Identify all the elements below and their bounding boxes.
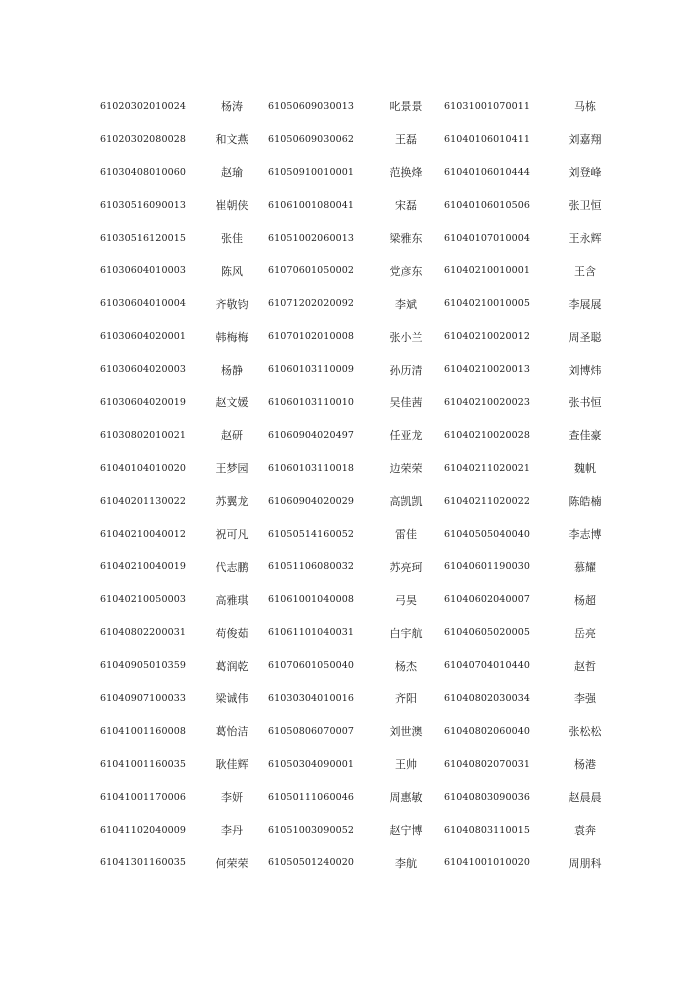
id-number-1: 61040907100033 xyxy=(100,692,187,704)
table-row xyxy=(100,222,620,255)
name-2: 高凯凯 xyxy=(389,495,423,509)
name-3: 周圣聪 xyxy=(568,330,602,344)
table-row xyxy=(100,715,620,748)
id-number-1: 61030604010003 xyxy=(100,265,187,277)
id-number-1: 61020302010024 xyxy=(100,100,187,112)
name-1: 齐敬钧 xyxy=(215,297,249,311)
id-number-2: 61061001040008 xyxy=(268,594,355,606)
name-1: 杨静 xyxy=(221,363,243,377)
id-number-3: 61040602040007 xyxy=(444,594,531,606)
id-number-3: 61040211020022 xyxy=(444,495,531,507)
name-2: 宋磊 xyxy=(395,199,417,213)
id-number-3: 61031001070011 xyxy=(444,100,531,112)
id-number-1: 61040210040012 xyxy=(100,528,187,540)
name-3: 袁奔 xyxy=(574,824,596,838)
id-number-2: 61061001080041 xyxy=(268,199,355,211)
id-number-1: 61030408010060 xyxy=(100,166,187,178)
id-number-3: 61040106010506 xyxy=(444,199,531,211)
id-number-3: 61040210020023 xyxy=(444,396,531,408)
id-number-2: 61060103110009 xyxy=(268,364,355,376)
id-number-1: 61030604020019 xyxy=(100,396,187,408)
name-3: 赵哲 xyxy=(574,659,596,673)
name-1: 苏翼龙 xyxy=(215,495,249,509)
id-number-3: 61040211020021 xyxy=(444,462,531,474)
name-3: 李展展 xyxy=(568,297,602,311)
name-1: 何荣荣 xyxy=(215,856,249,870)
id-number-3: 61040802060040 xyxy=(444,725,531,737)
name-3: 张书恒 xyxy=(568,396,602,410)
table-row xyxy=(100,616,620,649)
id-number-1: 61041102040009 xyxy=(100,824,187,836)
name-1: 杨涛 xyxy=(221,100,243,114)
name-1: 祝可凡 xyxy=(215,528,249,542)
name-3: 马栋 xyxy=(574,100,596,114)
name-3: 张松松 xyxy=(568,725,602,739)
id-number-3: 61040210010005 xyxy=(444,298,531,310)
id-number-2: 61050806070007 xyxy=(268,725,355,737)
id-number-2: 61051002060013 xyxy=(268,232,355,244)
id-number-2: 61070102010008 xyxy=(268,331,355,343)
name-1: 陈风 xyxy=(221,264,243,278)
name-3: 王永辉 xyxy=(568,232,602,245)
name-1: 梁诚伟 xyxy=(215,692,249,706)
id-number-2: 61071202020092 xyxy=(268,298,355,310)
name-3: 陈皓楠 xyxy=(568,495,602,509)
name-1: 李丹 xyxy=(221,824,243,838)
name-2: 王帅 xyxy=(395,758,417,772)
id-number-1: 61041001160008 xyxy=(100,725,187,737)
id-number-1: 61030516120015 xyxy=(100,232,187,244)
id-number-2: 61051003090052 xyxy=(268,824,355,836)
id-number-1: 61030604010004 xyxy=(100,298,187,310)
name-2: 李斌 xyxy=(395,297,417,311)
name-3: 王含 xyxy=(574,264,596,278)
name-3: 刘登峰 xyxy=(568,166,602,180)
name-2: 王磊 xyxy=(395,133,417,147)
id-number-1: 61040905010359 xyxy=(100,660,187,672)
id-number-3: 61040210010001 xyxy=(444,265,531,277)
id-number-3: 61040505040040 xyxy=(444,528,531,540)
name-1: 张佳 xyxy=(221,232,243,245)
id-number-1: 61030604020003 xyxy=(100,364,187,376)
id-number-1: 61040201130022 xyxy=(100,495,187,507)
name-3: 刘博炜 xyxy=(568,363,602,377)
name-1: 代志鹏 xyxy=(215,560,249,574)
id-number-2: 61050609030062 xyxy=(268,133,355,145)
id-number-1: 61030516090013 xyxy=(100,199,187,211)
id-number-2: 61060103110018 xyxy=(268,462,355,474)
name-2: 梁雅东 xyxy=(389,232,423,245)
name-2: 吴佳茜 xyxy=(389,396,423,410)
id-number-1: 61041001160035 xyxy=(100,758,187,770)
id-number-3: 61040802070031 xyxy=(444,758,531,770)
name-1: 葛润乾 xyxy=(215,659,249,673)
id-number-3: 61040803090036 xyxy=(444,791,531,803)
id-number-2: 61060904020029 xyxy=(268,495,355,507)
table-row xyxy=(100,320,620,353)
id-number-2: 61061101040031 xyxy=(268,627,355,639)
table-row xyxy=(100,485,620,518)
id-number-1: 61040802200031 xyxy=(100,627,187,639)
id-number-3: 61040210020013 xyxy=(444,364,531,376)
name-1: 赵瑜 xyxy=(221,166,243,180)
name-3: 张卫恒 xyxy=(568,199,602,213)
name-3: 赵晨晨 xyxy=(568,791,602,805)
id-number-2: 61050304090001 xyxy=(268,758,355,770)
name-2: 齐阳 xyxy=(395,692,417,706)
table-row xyxy=(100,353,620,386)
name-2: 李航 xyxy=(395,856,417,870)
table-row xyxy=(100,419,620,452)
table-row xyxy=(100,550,620,583)
table-row xyxy=(100,682,620,715)
name-3: 岳亮 xyxy=(574,626,596,640)
table-row xyxy=(100,386,620,419)
id-number-3: 61040106010411 xyxy=(444,133,531,145)
name-1: 和文燕 xyxy=(215,133,249,147)
table-row xyxy=(100,583,620,616)
id-number-1: 61030802010021 xyxy=(100,429,187,441)
name-3: 慕耀 xyxy=(574,560,596,574)
id-number-1: 61040104010020 xyxy=(100,462,187,474)
id-number-3: 61040803110015 xyxy=(444,824,531,836)
name-2: 刘世澳 xyxy=(389,725,423,739)
table-row xyxy=(100,452,620,485)
name-2: 苏亮珂 xyxy=(389,560,423,574)
table-row xyxy=(100,649,620,682)
table-row xyxy=(100,90,620,123)
table-row xyxy=(100,518,620,551)
id-number-3: 61040802030034 xyxy=(444,692,531,704)
id-number-3: 61040210020028 xyxy=(444,429,531,441)
id-number-3: 61040605020005 xyxy=(444,627,531,639)
table-row xyxy=(100,287,620,320)
name-2: 任亚龙 xyxy=(389,429,423,443)
id-number-3: 61040704010440 xyxy=(444,660,531,672)
id-number-1: 61041301160035 xyxy=(100,857,187,869)
name-2: 党彦东 xyxy=(389,264,423,278)
name-1: 崔朝侠 xyxy=(215,199,249,213)
id-number-2: 61051106080032 xyxy=(268,561,355,573)
id-number-3: 61040107010004 xyxy=(444,232,531,244)
table-row xyxy=(100,254,620,287)
id-number-3: 61040106010444 xyxy=(444,166,531,178)
name-1: 耿佳辉 xyxy=(215,758,249,772)
table-row xyxy=(100,748,620,781)
table-row xyxy=(100,814,620,847)
name-3: 刘嘉翔 xyxy=(568,133,602,147)
name-2: 白宇航 xyxy=(389,626,423,640)
id-number-2: 61030304010016 xyxy=(268,692,355,704)
id-number-2: 61060103110010 xyxy=(268,396,355,408)
id-number-2: 61070601050040 xyxy=(268,660,355,672)
name-1: 高雅琪 xyxy=(215,593,249,607)
id-number-2: 61060904020497 xyxy=(268,429,355,441)
name-3: 魏帆 xyxy=(574,462,596,476)
id-number-3: 61041001010020 xyxy=(444,857,531,869)
id-number-3: 61040210020012 xyxy=(444,331,531,343)
id-number-3: 61040601190030 xyxy=(444,561,531,573)
table-row xyxy=(100,846,620,879)
roster-table xyxy=(100,90,620,879)
id-number-2: 61050609030013 xyxy=(268,100,355,112)
name-2: 雷佳 xyxy=(395,528,417,542)
name-3: 杨港 xyxy=(574,758,596,772)
name-2: 边荣荣 xyxy=(389,462,423,476)
table-row xyxy=(100,123,620,156)
id-number-1: 61040210050003 xyxy=(100,594,187,606)
name-1: 韩梅梅 xyxy=(215,330,249,344)
table-row xyxy=(100,781,620,814)
table-row xyxy=(100,156,620,189)
name-1: 苟俊茹 xyxy=(215,626,249,640)
name-1: 赵文媛 xyxy=(215,396,249,410)
name-2: 张小兰 xyxy=(389,330,423,344)
name-1: 赵研 xyxy=(221,429,243,443)
name-3: 李志博 xyxy=(568,528,602,542)
name-2: 范换烽 xyxy=(389,166,423,180)
name-1: 葛怡洁 xyxy=(215,725,249,739)
name-2: 周惠敏 xyxy=(389,791,423,805)
id-number-2: 61050501240020 xyxy=(268,857,355,869)
name-3: 查佳豪 xyxy=(568,429,602,443)
name-2: 弓昊 xyxy=(395,593,417,607)
name-2: 孙历清 xyxy=(389,363,423,377)
id-number-2: 61050514160052 xyxy=(268,528,355,540)
id-number-2: 61050910010001 xyxy=(268,166,355,178)
id-number-2: 61050111060046 xyxy=(268,791,355,803)
id-number-1: 61030604020001 xyxy=(100,331,187,343)
name-2: 叱景景 xyxy=(389,100,423,114)
id-number-1: 61020302080028 xyxy=(100,133,187,145)
name-3: 杨超 xyxy=(574,593,596,607)
name-2: 杨杰 xyxy=(395,659,417,673)
name-3: 周朋科 xyxy=(568,856,602,870)
name-1: 王梦园 xyxy=(215,462,249,476)
name-3: 李强 xyxy=(574,692,596,706)
name-1: 李妍 xyxy=(221,791,243,805)
id-number-1: 61041001170006 xyxy=(100,791,187,803)
name-2: 赵宁博 xyxy=(389,824,423,838)
id-number-1: 61040210040019 xyxy=(100,561,187,573)
table-row xyxy=(100,189,620,222)
id-number-2: 61070601050002 xyxy=(268,265,355,277)
